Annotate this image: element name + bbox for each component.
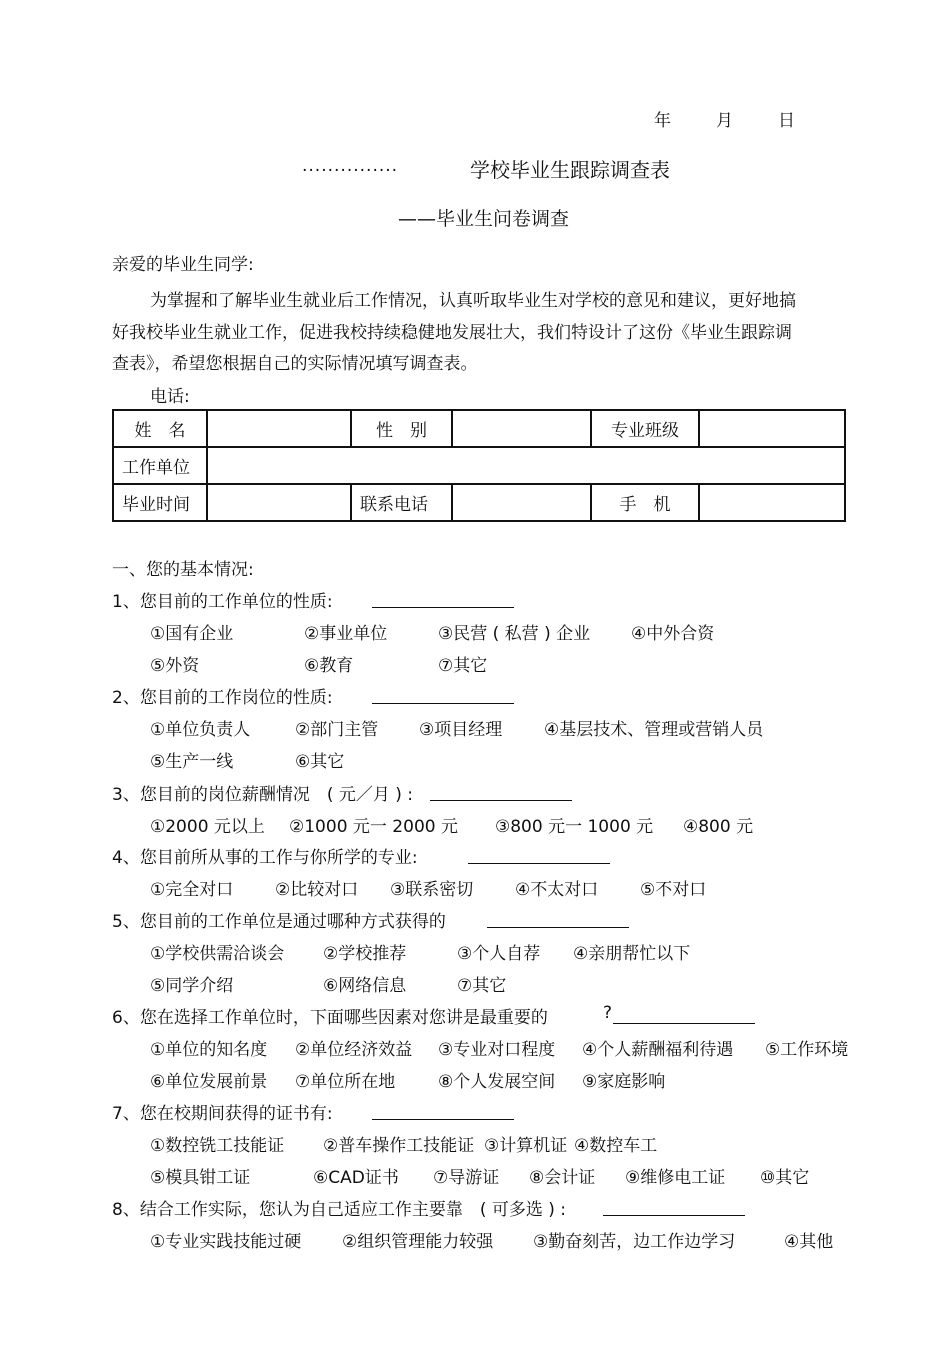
option[interactable]: ⑤外资 (150, 656, 200, 676)
option[interactable]: ⑥教育 (304, 656, 354, 676)
name-label: 姓 名 (113, 410, 207, 447)
option[interactable]: ②组织管理能力较强 (342, 1232, 494, 1252)
option[interactable]: ②部门主管 (295, 720, 379, 740)
option[interactable]: ③民营 ( 私营 ) 企业 (438, 624, 591, 644)
table-row (113, 484, 845, 521)
option[interactable]: ④基层技术、管理或营销人员 (544, 720, 764, 740)
option[interactable]: ⑧个人发展空间 (438, 1072, 556, 1092)
answer-blank[interactable] (430, 782, 572, 801)
question-mark: ? (603, 1003, 613, 1023)
gender-field[interactable] (452, 410, 591, 447)
option[interactable]: ③个人自荐 (457, 944, 541, 964)
school-name-blank: ............... (302, 156, 399, 176)
option[interactable]: ③项目经理 (419, 720, 503, 740)
option[interactable]: ③800 元一 1000 元 (495, 817, 654, 837)
class-label: 专业班级 (591, 410, 699, 447)
option[interactable]: ②1000 元一 2000 元 (289, 817, 458, 837)
info-table (112, 409, 846, 522)
contact-label: 联系电话 (351, 484, 452, 521)
table-row (113, 447, 845, 484)
question-3: 3、您目前的岗位薪酬情况 ( 元／月 ) : (112, 785, 414, 805)
option[interactable]: ③勤奋刻苦，边工作边学习 (533, 1232, 736, 1252)
answer-blank[interactable] (468, 845, 610, 864)
option[interactable]: ②普车操作工技能证 (323, 1136, 475, 1156)
option[interactable]: ①完全对口 (150, 880, 234, 900)
gender-label: 性 别 (351, 410, 452, 447)
grad-time-field[interactable] (207, 484, 351, 521)
unit-label: 工作单位 (113, 447, 207, 484)
option[interactable]: ②事业单位 (304, 624, 388, 644)
option[interactable]: ⑤工作环境 (765, 1040, 849, 1060)
intro-line: 为掌握和了解毕业生就业后工作情况，认真听取毕业生对学校的意见和建议，更好地搞 (150, 291, 796, 311)
answer-blank[interactable] (372, 589, 514, 608)
option[interactable]: ②比较对口 (275, 880, 359, 900)
option[interactable]: ④个人薪酬福利待遇 (582, 1040, 734, 1060)
answer-blank[interactable] (603, 1197, 745, 1216)
mobile-field[interactable] (699, 484, 845, 521)
greeting: 亲爱的毕业生同学: (112, 255, 254, 275)
option[interactable]: ①数控铣工技能证 (150, 1136, 285, 1156)
question-6: 6、您在选择工作单位时，下面哪些因素对您讲是最重要的 (112, 1008, 548, 1028)
option[interactable]: ④中外合资 (631, 624, 715, 644)
section-heading: 一、您的基本情况: (112, 560, 254, 580)
option[interactable]: ⑦导游证 (433, 1168, 500, 1188)
unit-field[interactable] (207, 447, 845, 484)
question-4: 4、您目前所从事的工作与你所学的专业: (112, 848, 418, 868)
class-field[interactable] (699, 410, 845, 447)
name-field[interactable] (207, 410, 351, 447)
phone-label: 电话: (150, 387, 190, 407)
answer-blank[interactable] (372, 685, 514, 704)
question-5: 5、您目前的工作单位是通过哪种方式获得的 (112, 912, 446, 932)
page-subtitle: ——毕业生问卷调查 (398, 208, 570, 230)
table-row (113, 410, 845, 447)
option[interactable]: ①学校供需洽谈会 (150, 944, 285, 964)
option[interactable]: ⑨维修电工证 (625, 1168, 726, 1188)
answer-blank[interactable] (613, 1005, 755, 1024)
option[interactable]: ③专业对口程度 (438, 1040, 556, 1060)
option[interactable]: ①单位负责人 (150, 720, 251, 740)
option[interactable]: ④其他 (784, 1232, 834, 1252)
answer-blank[interactable] (372, 1101, 514, 1120)
year-label: 年 (654, 111, 671, 131)
option[interactable]: ⑧会计证 (529, 1168, 596, 1188)
question-8: 8、结合工作实际，您认为自己适应工作主要靠 ( 可多选 ) : (112, 1200, 567, 1220)
option[interactable]: ①单位的知名度 (150, 1040, 268, 1060)
option[interactable]: ⑤同学介绍 (150, 976, 234, 996)
option[interactable]: ⑥网络信息 (323, 976, 407, 996)
option[interactable]: ④数控车工 (574, 1136, 658, 1156)
option[interactable]: ⑥单位发展前景 (150, 1072, 268, 1092)
intro-line: 好我校毕业生就业工作，促进我校持续稳健地发展壮大，我们特设计了这份《毕业生跟踪调 (112, 322, 792, 343)
option[interactable]: ⑨家庭影响 (582, 1072, 666, 1092)
option[interactable]: ③计算机证 (484, 1136, 568, 1156)
option[interactable]: ②学校推荐 (323, 944, 407, 964)
option[interactable]: ⑤模具钳工证 (150, 1168, 251, 1188)
option[interactable]: ①国有企业 (150, 624, 234, 644)
intro-paragraph (112, 286, 852, 381)
option[interactable]: ④亲朋帮忙以下 (573, 944, 691, 964)
date-line (654, 106, 795, 131)
answer-blank[interactable] (487, 909, 629, 928)
question-7: 7、您在校期间获得的证书有: (112, 1104, 333, 1124)
option[interactable]: ①2000 元以上 (150, 817, 265, 837)
option[interactable]: ⑥CAD证书 (313, 1168, 399, 1188)
option[interactable]: ②单位经济效益 (295, 1040, 413, 1060)
option[interactable]: ⑦单位所在地 (295, 1072, 396, 1092)
grad-time-label: 毕业时间 (113, 484, 207, 521)
option[interactable]: ④不太对口 (515, 880, 599, 900)
question-2: 2、您目前的工作岗位的性质: (112, 688, 333, 708)
option[interactable]: ③联系密切 (390, 880, 474, 900)
page-title: 学校毕业生跟踪调查表 (470, 158, 670, 182)
option[interactable]: ⑤不对口 (640, 880, 707, 900)
question-1: 1、您目前的工作单位的性质: (112, 592, 333, 612)
option[interactable]: ④800 元 (683, 817, 754, 837)
contact-field[interactable] (452, 484, 591, 521)
option[interactable]: ①专业实践技能过硬 (150, 1232, 302, 1252)
day-label: 日 (778, 111, 795, 131)
option[interactable]: ⑦其它 (438, 656, 488, 676)
intro-line: 查表》，希望您根据自己的实际情况填写调查表。 (112, 354, 478, 374)
option[interactable]: ⑩其它 (760, 1168, 810, 1188)
month-label: 月 (716, 111, 733, 131)
option[interactable]: ⑤生产一线 (150, 752, 234, 772)
option[interactable]: ⑥其它 (295, 752, 345, 772)
option[interactable]: ⑦其它 (457, 976, 507, 996)
mobile-label: 手 机 (591, 484, 699, 521)
